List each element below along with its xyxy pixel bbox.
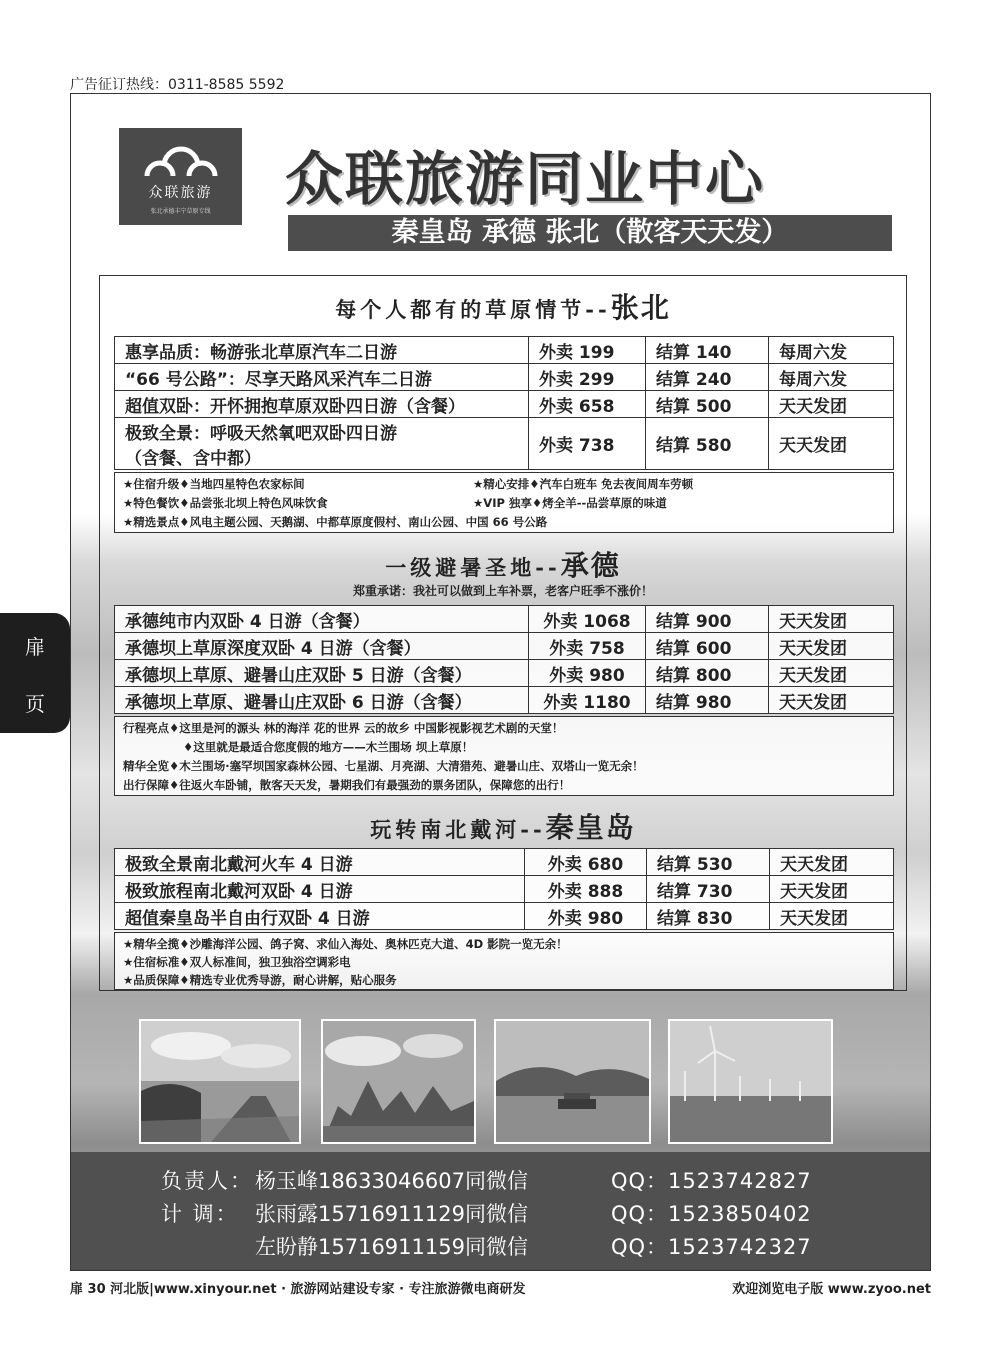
departure-schedule: 天天发团 <box>769 391 894 418</box>
settle-price: 结算 500 <box>646 391 769 418</box>
table-row <box>115 687 894 714</box>
retail-price: 外卖 1068 <box>529 606 646 633</box>
tour-name: 超值秦皇岛半自由行双卧 4 日游 <box>115 903 525 930</box>
departure-schedule: 天天发团 <box>769 418 894 470</box>
retail-price: 外卖 1180 <box>529 687 646 714</box>
section-title-qinhuangdao <box>100 806 906 846</box>
settle-price: 结算 730 <box>647 876 770 903</box>
section-title-text: 每个人都有的草原情节-- <box>335 297 611 322</box>
note-item: ★精选景点♦风电主题公园、天鹅湖、中都草原度假村、南山公园、中国 66 号公路 <box>123 515 548 529</box>
note-row: 行程亮点♦这里是河的源头 林的海洋 花的世界 云的故乡 中国影视影视艺术剧的天堂！ <box>123 721 564 735</box>
retail-price: 外卖 738 <box>529 418 646 470</box>
departure-schedule: 天天发团 <box>769 633 894 660</box>
tour-name-line: （含餐、含中都） <box>125 448 261 469</box>
note-row <box>123 475 885 494</box>
price-table-chengde <box>114 605 894 714</box>
retail-price: 外卖 888 <box>525 876 647 903</box>
section-title-place: 承德 <box>560 549 621 582</box>
note-item: ★特色餐饮♦品尝张北坝上特色风味饮食 <box>123 496 328 510</box>
retail-price: 外卖 658 <box>529 391 646 418</box>
road-photo-image <box>141 1021 299 1142</box>
photo-strip <box>71 1009 931 1149</box>
company-logo <box>119 128 242 225</box>
ad-hotline: 广告征订热线：0311-8585 5592 <box>70 77 285 93</box>
promise-text: 郑重承诺：我社可以做到上车补票，老客户旺季不涨价！ <box>352 584 653 598</box>
table-row <box>115 364 894 391</box>
contact-name-phone: 左盼静15716911159同微信 <box>255 1235 528 1259</box>
arc-logo-icon <box>139 142 223 178</box>
section-title-place: 秦皇岛 <box>545 811 636 844</box>
contact-label: 计 调： <box>161 1202 239 1226</box>
contact-bar <box>71 1152 931 1271</box>
notes-zhangbei <box>114 472 894 533</box>
price-table-qinhuangdao <box>114 848 894 930</box>
departure-schedule: 天天发团 <box>769 606 894 633</box>
departure-schedule: 每周六发 <box>769 364 894 391</box>
table-row <box>115 337 894 364</box>
tour-content-box <box>99 275 907 991</box>
contact-qq: QQ：1523850402 <box>611 1202 812 1226</box>
footer-right: 欢迎浏览电子版 www.zyoo.net <box>732 1282 931 1297</box>
contact-qq: QQ：1523742827 <box>611 1169 812 1193</box>
departure-schedule: 每周六发 <box>769 337 894 364</box>
retail-price: 外卖 299 <box>529 364 646 391</box>
settle-price: 结算 580 <box>646 418 769 470</box>
photo-rock-formations <box>321 1019 476 1144</box>
note-row: ★住宿标准♦双人标准间，独卫独浴空调彩电 <box>123 955 351 969</box>
table-row <box>115 633 894 660</box>
photo-wind-turbines <box>668 1019 833 1144</box>
settle-price: 结算 980 <box>646 687 769 714</box>
contact-row <box>71 1197 931 1231</box>
price-table-zhangbei <box>114 336 894 470</box>
note-item: ★精心安排♦汽车白班车 免去夜间周车劳顿 <box>473 477 694 491</box>
tour-name: 承德坝上草原、避暑山庄双卧 5 日游（含餐） <box>115 660 529 687</box>
note-item: ★VIP 独享♦烤全羊--品尝草原的味道 <box>473 496 667 510</box>
side-tab <box>0 613 70 733</box>
logo-name: 众联旅游 <box>148 185 213 201</box>
photo-lake-boat <box>494 1019 651 1144</box>
note-row <box>123 494 885 513</box>
table-row <box>115 391 894 418</box>
tour-name-line: 极致全景：呼吸天然氧吧双卧四日游 <box>125 423 397 444</box>
footer-left: 扉 30 河北版|www.xinyour.net · 旅游网站建设专家 · 专注旅游微电商研发 <box>70 1282 526 1297</box>
note-row: ★品质保障♦精选专业优秀导游，耐心讲解，贴心服务 <box>123 973 397 987</box>
settle-price: 结算 830 <box>647 903 770 930</box>
tour-name: 极致旅程南北戴河双卧 4 日游 <box>115 876 525 903</box>
note-row: ♦这里就是最适合您度假的地方——木兰围场 坝上草原！ <box>183 740 474 754</box>
contact-qq: QQ：1523742327 <box>611 1235 812 1259</box>
table-row <box>115 606 894 633</box>
section-title-place: 张北 <box>610 291 671 324</box>
side-tab-char: 扉 <box>25 635 45 659</box>
rock-photo-image <box>323 1021 474 1142</box>
tour-name: 承德纯市内双卧 4 日游（含餐） <box>115 606 529 633</box>
notes-qinhuangdao <box>114 932 894 990</box>
tour-name: 惠享品质：畅游张北草原汽车二日游 <box>115 337 529 364</box>
section-title-chengde <box>100 544 906 584</box>
page-title: 众联旅游同业中心 <box>285 145 766 213</box>
section-title-zhangbei <box>100 286 906 326</box>
retail-price: 外卖 680 <box>525 849 647 876</box>
tour-name: 超值双卧：开怀拥抱草原双卧四日游（含餐） <box>115 391 529 418</box>
table-row <box>115 876 894 903</box>
retail-price: 外卖 980 <box>529 660 646 687</box>
turbine-photo-image <box>670 1021 831 1142</box>
settle-price: 结算 900 <box>646 606 769 633</box>
note-item: ★住宿升级♦当地四星特色农家标间 <box>123 477 305 491</box>
photo-road <box>139 1019 301 1144</box>
table-row <box>115 418 894 470</box>
contact-name-phone: 张雨露15716911129同微信 <box>255 1202 528 1226</box>
section-title-text: 一级避暑圣地-- <box>385 555 561 580</box>
retail-price: 外卖 199 <box>529 337 646 364</box>
tour-name: 承德坝上草原深度双卧 4 日游（含餐） <box>115 633 529 660</box>
settle-price: 结算 240 <box>646 364 769 391</box>
settle-price: 结算 140 <box>646 337 769 364</box>
note-row: ★精华全揽♦沙雕海洋公园、鸽子窝、求仙入海处、奥林匹克大道、4D 影院一览无余！ <box>123 937 568 951</box>
departure-schedule: 天天发团 <box>770 849 894 876</box>
table-row <box>115 660 894 687</box>
contact-label: 负责人： <box>161 1169 253 1193</box>
departure-schedule: 天天发团 <box>770 876 894 903</box>
table-row <box>115 903 894 930</box>
departure-schedule: 天天发团 <box>770 903 894 930</box>
section-title-text: 玩转南北戴河-- <box>370 817 546 842</box>
tour-name <box>115 418 529 470</box>
note-row: 出行保障♦往返火车卧铺，散客天天发，暑期我们有最强劲的票务团队，保障您的出行！ <box>123 778 571 792</box>
settle-price: 结算 800 <box>646 660 769 687</box>
side-tab-char: 页 <box>25 692 45 716</box>
note-row: 精华全览♦木兰围场·塞罕坝国家森林公园、七星湖、月亮湖、大清猎苑、避暑山庄、双塔山一览无余！ <box>123 759 644 773</box>
contact-name-phone: 杨玉峰18633046607同微信 <box>255 1169 528 1193</box>
contact-row <box>71 1230 931 1264</box>
note-row <box>123 513 885 532</box>
retail-price: 外卖 758 <box>529 633 646 660</box>
notes-chengde <box>114 716 894 796</box>
settle-price: 结算 600 <box>646 633 769 660</box>
settle-price: 结算 530 <box>647 849 770 876</box>
lake-photo-image <box>496 1021 649 1142</box>
tour-name: 极致全景南北戴河火车 4 日游 <box>115 849 525 876</box>
retail-price: 外卖 980 <box>525 903 647 930</box>
contact-row <box>71 1164 931 1198</box>
table-row <box>115 849 894 876</box>
logo-subtitle: 张北承德丰宁草原专线 <box>150 208 211 215</box>
tour-name: 承德坝上草原、避暑山庄双卧 6 日游（含餐） <box>115 687 529 714</box>
subtitle-banner: 秦皇岛 承德 张北（散客天天发） <box>288 215 892 251</box>
departure-schedule: 天天发团 <box>769 687 894 714</box>
ad-frame <box>70 93 931 1271</box>
departure-schedule: 天天发团 <box>769 660 894 687</box>
tour-name: “66 号公路”：尽享天路风采汽车二日游 <box>115 364 529 391</box>
